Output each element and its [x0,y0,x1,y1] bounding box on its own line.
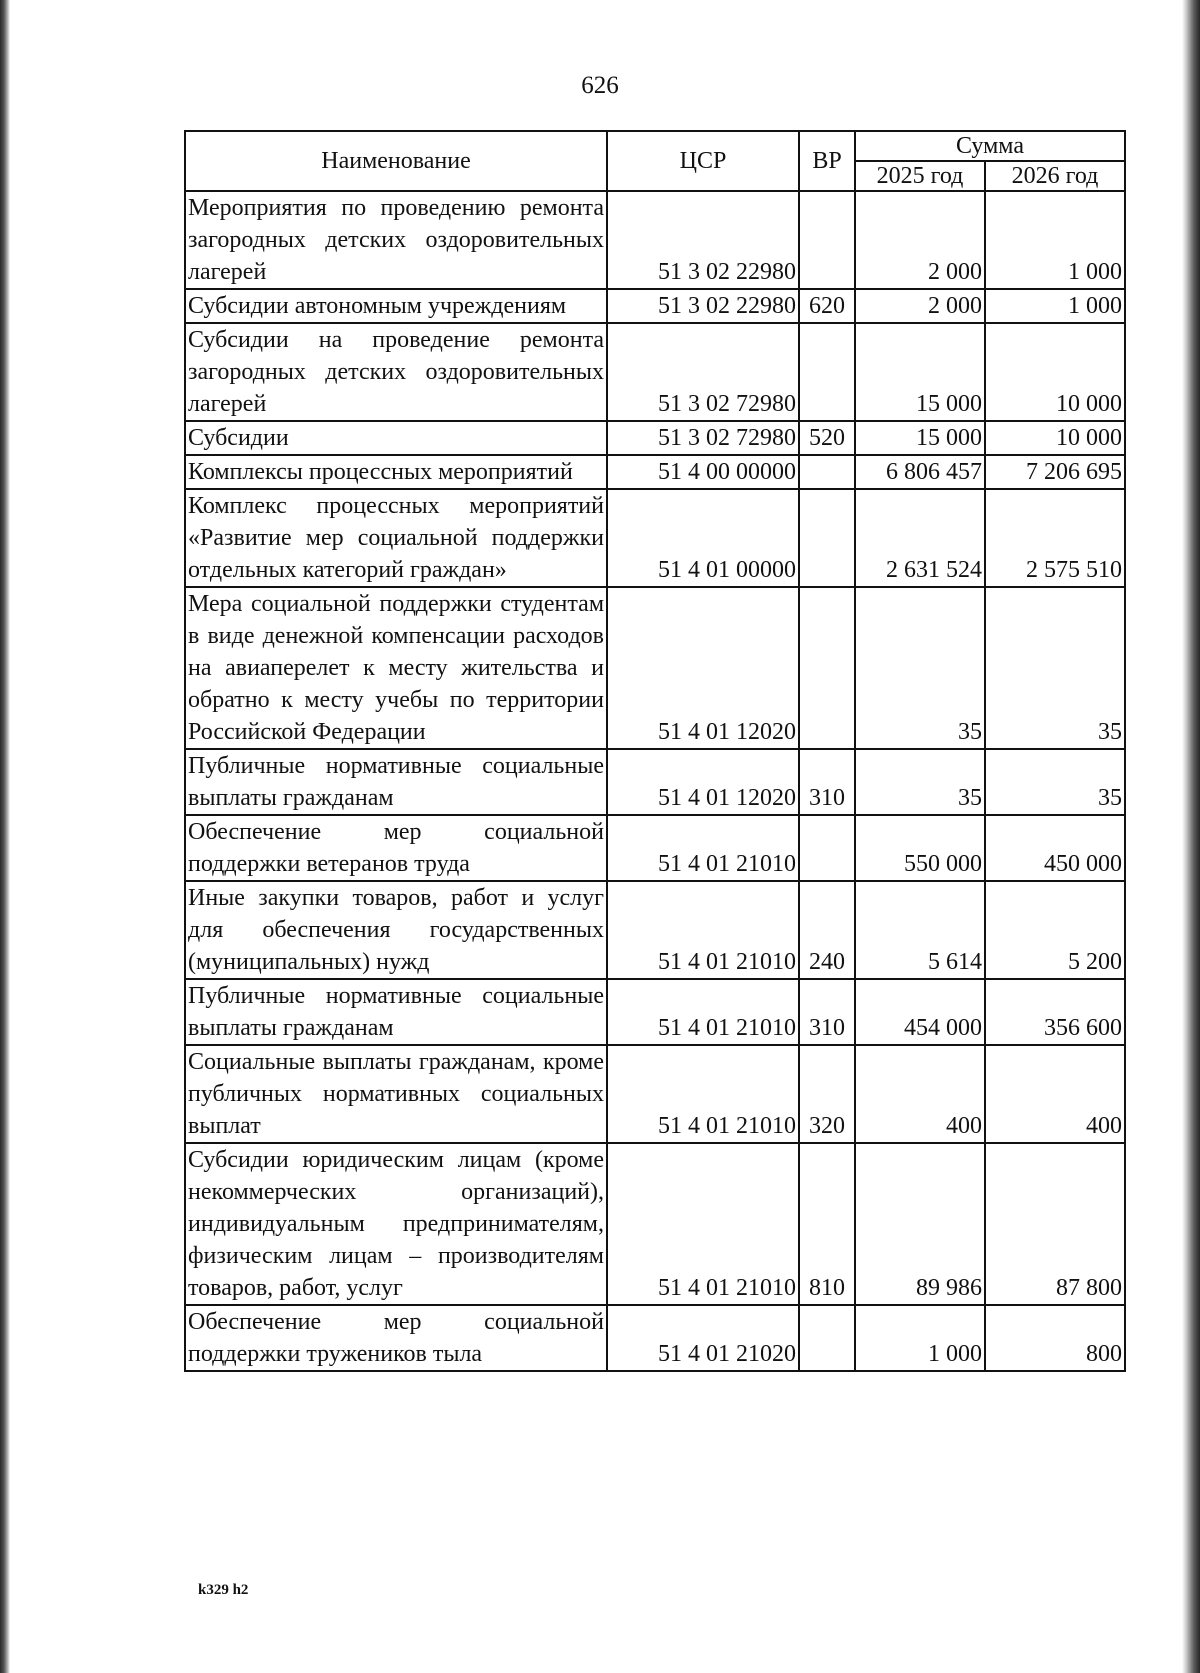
page-number: 626 [581,72,619,99]
row-vr [799,323,855,421]
table-row [185,815,1125,881]
row-sum-2025: 2 000 [855,289,985,323]
row-csr: 51 4 01 00000 [607,489,799,587]
row-name: Публичные нормативные социальные выплаты гражданам [185,749,607,815]
header-row-1 [185,131,1125,161]
row-sum-2026: 10 000 [985,421,1125,455]
row-sum-2026: 7 206 695 [985,455,1125,489]
row-sum-2025: 2 000 [855,191,985,289]
row-sum-2025: 35 [855,587,985,749]
row-vr [799,587,855,749]
row-csr: 51 3 02 72980 [607,323,799,421]
table-row [185,323,1125,421]
footer-code: k329 h2 [198,1582,249,1598]
row-csr: 51 4 00 00000 [607,455,799,489]
header-vr: ВР [799,131,855,191]
header-year-2026: 2026 год [985,161,1125,191]
row-csr: 51 4 01 21010 [607,1143,799,1305]
row-name: Обеспечение мер социальной поддержки ветеранов труда [185,815,607,881]
table-row [185,289,1125,323]
row-vr [799,455,855,489]
row-sum-2025: 35 [855,749,985,815]
row-sum-2025: 6 806 457 [855,455,985,489]
table-row [185,421,1125,455]
row-name: Иные закупки товаров, работ и услуг для обеспечения государственных (муниципальных) нужд [185,881,607,979]
row-sum-2026: 35 [985,587,1125,749]
header-name: Наименование [185,131,607,191]
row-csr: 51 4 01 21010 [607,881,799,979]
row-sum-2026: 1 000 [985,289,1125,323]
row-name: Субсидии на проведение ремонта загородных детских оздоровительных лагерей [185,323,607,421]
table-row [185,489,1125,587]
table-row [185,1305,1125,1371]
row-name: Мероприятия по проведению ремонта загородных детских оздоровительных лагерей [185,191,607,289]
row-name: Субсидии [185,421,607,455]
row-vr [799,489,855,587]
row-csr: 51 3 02 72980 [607,421,799,455]
row-name: Комплекс процессных мероприятий «Развитие мер социальной поддержки отдельных категорий граждан» [185,489,607,587]
row-name: Социальные выплаты гражданам, кроме публичных нормативных социальных выплат [185,1045,607,1143]
header-csr: ЦСР [607,131,799,191]
row-csr: 51 4 01 21010 [607,979,799,1045]
row-csr: 51 4 01 21010 [607,1045,799,1143]
table-row [185,455,1125,489]
row-vr [799,1305,855,1371]
row-sum-2026: 450 000 [985,815,1125,881]
header-year-2025: 2025 год [855,161,985,191]
row-vr [799,815,855,881]
row-sum-2025: 550 000 [855,815,985,881]
row-sum-2025: 454 000 [855,979,985,1045]
row-sum-2025: 15 000 [855,421,985,455]
row-csr: 51 3 02 22980 [607,289,799,323]
table-row [185,1045,1125,1143]
row-sum-2026: 5 200 [985,881,1125,979]
row-sum-2025: 89 986 [855,1143,985,1305]
row-sum-2025: 1 000 [855,1305,985,1371]
table-row [185,587,1125,749]
row-csr: 51 4 01 21020 [607,1305,799,1371]
row-vr: 240 [799,881,855,979]
table-row [185,979,1125,1045]
row-sum-2026: 400 [985,1045,1125,1143]
budget-table [184,130,1126,1372]
table-header [185,131,1125,191]
scan-edge-left [0,0,10,1673]
row-sum-2026: 35 [985,749,1125,815]
row-vr: 310 [799,749,855,815]
row-csr: 51 4 01 12020 [607,749,799,815]
row-vr: 520 [799,421,855,455]
header-sum: Сумма [855,131,1125,161]
row-sum-2025: 5 614 [855,881,985,979]
table-body [185,191,1125,1371]
row-csr: 51 4 01 12020 [607,587,799,749]
table-row [185,1143,1125,1305]
row-sum-2025: 400 [855,1045,985,1143]
row-name: Мера социальной поддержки студентам в виде денежной компенсации расходов на авиаперелет к месту жительства и обратно к месту учебы по территории Российской Федерации [185,587,607,749]
row-sum-2026: 1 000 [985,191,1125,289]
row-sum-2025: 2 631 524 [855,489,985,587]
row-vr [799,191,855,289]
row-sum-2026: 356 600 [985,979,1125,1045]
row-sum-2025: 15 000 [855,323,985,421]
row-name: Публичные нормативные социальные выплаты гражданам [185,979,607,1045]
row-name: Субсидии юридическим лицам (кроме некоммерческих организаций), индивидуальным предпринимателям, физическим лицам – производителям товаров, работ, услуг [185,1143,607,1305]
row-csr: 51 3 02 22980 [607,191,799,289]
row-vr: 620 [799,289,855,323]
row-sum-2026: 800 [985,1305,1125,1371]
row-name: Комплексы процессных мероприятий [185,455,607,489]
table-row [185,881,1125,979]
row-name: Субсидии автономным учреждениям [185,289,607,323]
row-vr: 320 [799,1045,855,1143]
scan-edge-right [1182,0,1200,1673]
table-row [185,191,1125,289]
row-csr: 51 4 01 21010 [607,815,799,881]
row-vr: 310 [799,979,855,1045]
table-row [185,749,1125,815]
row-sum-2026: 10 000 [985,323,1125,421]
row-vr: 810 [799,1143,855,1305]
row-sum-2026: 87 800 [985,1143,1125,1305]
row-name: Обеспечение мер социальной поддержки тружеников тыла [185,1305,607,1371]
row-sum-2026: 2 575 510 [985,489,1125,587]
